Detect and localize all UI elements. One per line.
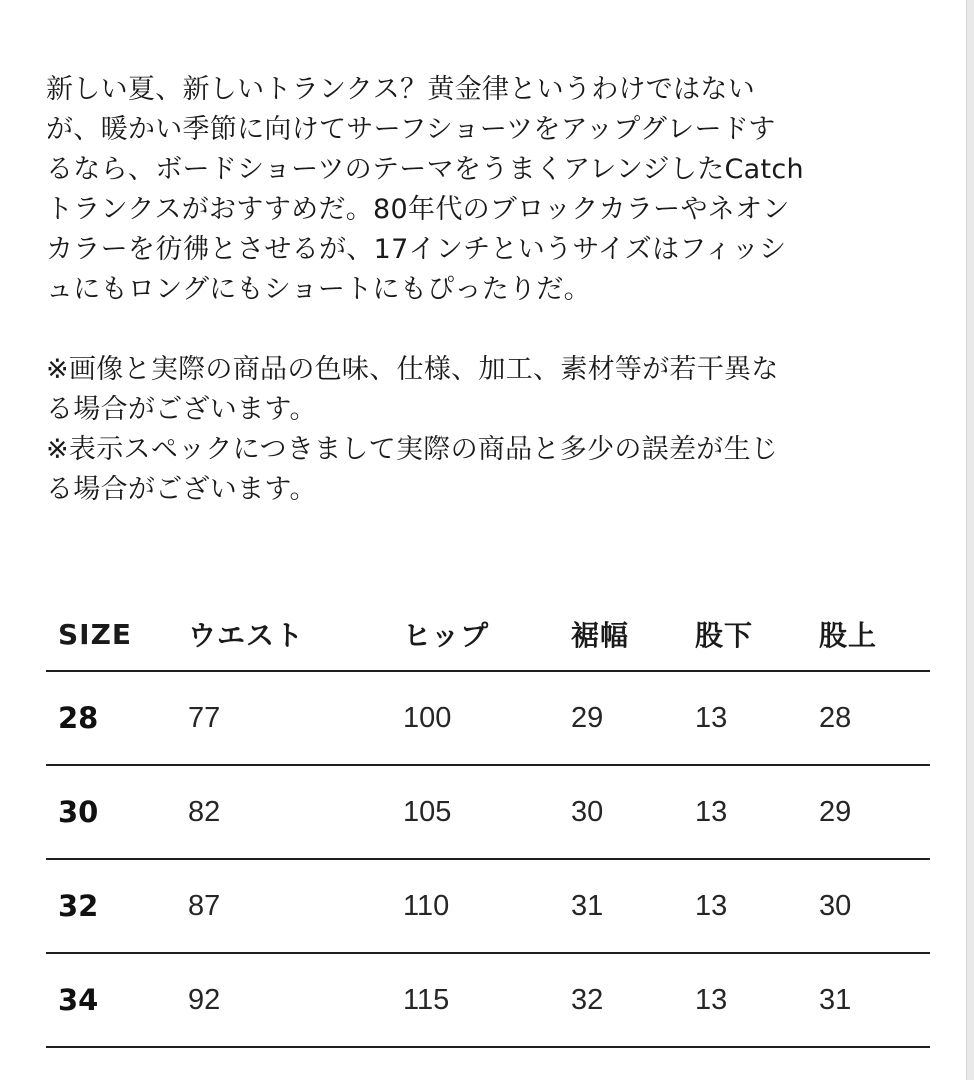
table-row <box>46 860 930 954</box>
cell-waist: 87 <box>188 889 221 922</box>
cell-rise: 29 <box>819 795 852 828</box>
header-hem-width: 裾幅 <box>571 619 630 652</box>
cell-hip: 115 <box>403 983 450 1016</box>
cell-size: 32 <box>58 889 99 923</box>
cell-inseam: 13 <box>695 983 728 1016</box>
header-size: SIZE <box>58 617 133 651</box>
description-line: ュにもロングにもショートにもぴったりだ。 <box>46 274 591 305</box>
cell-hem-width: 31 <box>571 889 604 922</box>
cell-size: 28 <box>58 701 99 735</box>
note-line: ※画像と実際の商品の色味、仕様、加工、素材等が若干異な <box>46 354 779 385</box>
cell-inseam: 13 <box>695 701 728 734</box>
header-inseam: 股下 <box>695 619 754 652</box>
table-row <box>46 954 930 1048</box>
note-line: ※表示スペックにつきまして実際の商品と多少の誤差が生じ <box>46 434 779 465</box>
cell-rise: 30 <box>819 889 852 922</box>
description-line: 新しい夏、新しいトランクス？黄金律というわけではない <box>46 74 755 105</box>
cell-size: 34 <box>58 983 99 1017</box>
description-paragraph <box>46 70 930 310</box>
table-row <box>46 672 930 766</box>
spec-disclaimer-note <box>46 430 930 510</box>
cell-inseam: 13 <box>695 889 728 922</box>
cell-rise: 31 <box>819 983 852 1016</box>
note-line: る場合がございます。 <box>46 474 317 505</box>
description-line: が、暖かい季節に向けてサーフショーツをアップグレードす <box>46 114 776 145</box>
table-row <box>46 766 930 860</box>
cell-hip: 100 <box>403 701 452 734</box>
cell-hip: 105 <box>403 795 452 828</box>
header-rise: 股上 <box>819 619 878 652</box>
cell-hem-width: 29 <box>571 701 604 734</box>
cell-size: 30 <box>58 795 99 829</box>
cell-hip: 110 <box>403 889 450 922</box>
description-line: るなら、ボードショーツのテーマをうまくアレンジしたCatch <box>46 154 804 185</box>
size-chart-table <box>46 592 930 1042</box>
description-line: カラーを彷彿とさせるが、17インチというサイズはフィッシ <box>46 234 787 265</box>
cell-waist: 92 <box>188 983 221 1016</box>
color-disclaimer-note <box>46 350 930 430</box>
size-chart-header-row <box>46 598 930 672</box>
product-description <box>46 70 930 510</box>
cell-waist: 82 <box>188 795 221 828</box>
cell-hem-width: 30 <box>571 795 604 828</box>
cell-waist: 77 <box>188 701 221 734</box>
scrollbar-edge[interactable] <box>966 0 974 1080</box>
cell-hem-width: 32 <box>571 983 604 1016</box>
cell-rise: 28 <box>819 701 852 734</box>
description-line: トランクスがおすすめだ。80年代のブロックカラーやネオン <box>46 194 790 225</box>
note-line: る場合がございます。 <box>46 394 317 425</box>
header-waist: ウエスト <box>188 619 305 652</box>
cell-inseam: 13 <box>695 795 728 828</box>
header-hip: ヒップ <box>403 619 490 652</box>
